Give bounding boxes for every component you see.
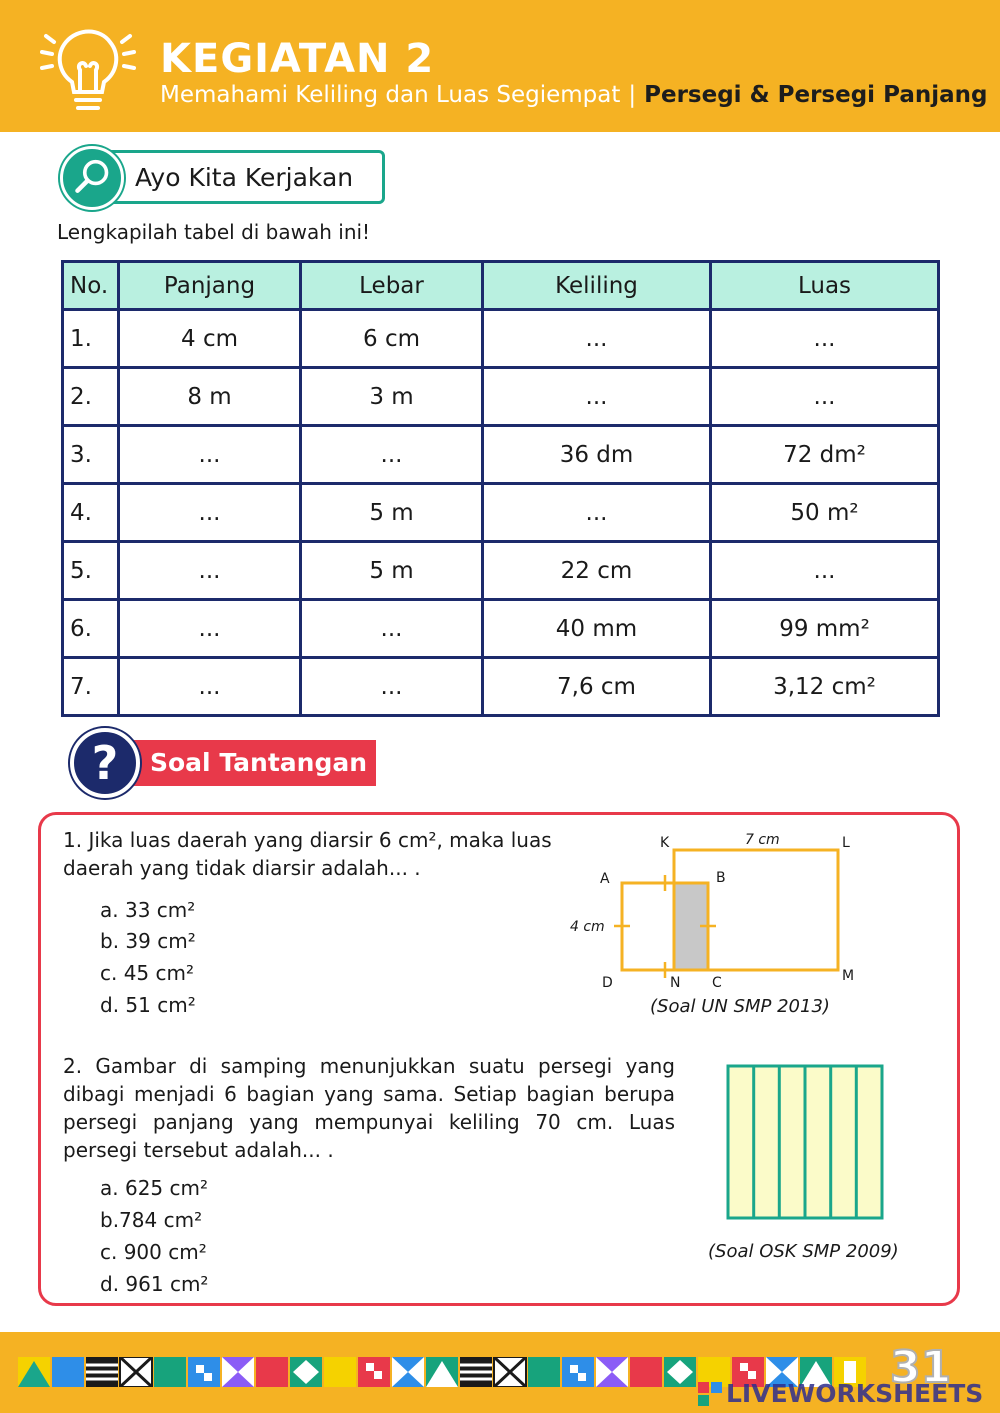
section-heading-label: Ayo Kita Kerjakan [135, 163, 354, 192]
cell-lebar[interactable]: 5 m [301, 484, 483, 542]
cell-keliling[interactable]: 36 dm [483, 426, 711, 484]
table-header-row [63, 262, 939, 310]
q1-option-c[interactable]: c. 45 cm² [100, 961, 195, 985]
cell-no: 7. [63, 658, 119, 716]
q2-option-d[interactable]: d. 961 cm² [100, 1272, 209, 1296]
cell-keliling[interactable]: 40 mm [483, 600, 711, 658]
cell-no: 3. [63, 426, 119, 484]
label-a: A [600, 871, 610, 887]
liveworksheets-logo-icon [698, 1382, 722, 1406]
cell-no: 4. [63, 484, 119, 542]
cell-no: 1. [63, 310, 119, 368]
cell-luas[interactable]: ... [711, 310, 939, 368]
cell-panjang[interactable]: ... [119, 484, 301, 542]
cell-keliling[interactable]: ... [483, 368, 711, 426]
label-l: L [842, 835, 850, 851]
challenge-label: Soal Tantangan [150, 748, 368, 777]
rectangles-figure [560, 828, 870, 998]
cell-lebar[interactable]: 6 cm [301, 310, 483, 368]
label-b: B [716, 870, 726, 886]
page-number: 31 [890, 1342, 952, 1393]
cell-keliling[interactable]: ... [483, 310, 711, 368]
data-table [61, 260, 940, 717]
question-mark-glyph: ? [91, 736, 119, 790]
header-no: No. [63, 262, 119, 310]
label-n: N [670, 975, 681, 991]
table-row [63, 600, 939, 658]
q2-option-b[interactable]: b.784 cm² [100, 1208, 203, 1232]
header-lebar: Lebar [301, 262, 483, 310]
cell-lebar[interactable]: ... [301, 426, 483, 484]
label-m: M [842, 968, 855, 984]
cell-panjang[interactable]: ... [119, 542, 301, 600]
cell-panjang[interactable]: ... [119, 600, 301, 658]
label-side-length: 4 cm [570, 919, 605, 935]
header-banner [0, 0, 1000, 132]
challenge-banner [120, 740, 376, 786]
subtitle-text: Memahami Keliling dan Luas Segiempat [160, 82, 621, 108]
magnifier-icon [60, 146, 124, 210]
subtitle-separator: | [628, 82, 637, 108]
cell-panjang[interactable]: 4 cm [119, 310, 301, 368]
cell-no: 6. [63, 600, 119, 658]
cell-luas[interactable]: ... [711, 542, 939, 600]
header-panjang: Panjang [119, 262, 301, 310]
q1-source: (Soal UN SMP 2013) [650, 996, 830, 1017]
table-row [63, 426, 939, 484]
table-row [63, 484, 939, 542]
q1-option-d[interactable]: d. 51 cm² [100, 993, 196, 1017]
label-top-length: 7 cm [745, 832, 780, 848]
table-row [63, 542, 939, 600]
cell-luas[interactable]: 72 dm² [711, 426, 939, 484]
header-keliling: Keliling [483, 262, 711, 310]
q2-option-a[interactable]: a. 625 cm² [100, 1176, 208, 1200]
question-2-text: 2. Gambar di samping menunjukkan suatu persegi yang dibagi menjadi 6 bagian yang sama. Setiap bagian berupa persegi panjang yang mempunyai keliling 70 cm. Luas persegi tersebut adalah... . [63, 1054, 675, 1162]
question-mark-icon [70, 728, 140, 798]
cell-luas[interactable]: 3,12 cm² [711, 658, 939, 716]
cell-luas[interactable]: 99 mm² [711, 600, 939, 658]
table-row [63, 310, 939, 368]
cell-keliling[interactable]: 7,6 cm [483, 658, 711, 716]
q2-source: (Soal OSK SMP 2009) [708, 1241, 899, 1262]
watermark-text: LIVEWORKSHEETS [726, 1379, 984, 1408]
activity-title: KEGIATAN 2 [160, 36, 435, 82]
q2-option-c[interactable]: c. 900 cm² [100, 1240, 207, 1264]
instruction-text: Lengkapilah tabel di bawah ini! [57, 220, 371, 244]
cell-lebar[interactable]: ... [301, 658, 483, 716]
topic-text: Persegi & Persegi Panjang [644, 82, 988, 108]
q1-option-a[interactable]: a. 33 cm² [100, 898, 196, 922]
cell-no: 5. [63, 542, 119, 600]
cell-lebar[interactable]: 3 m [301, 368, 483, 426]
divided-square-figure [726, 1064, 884, 1220]
cell-keliling[interactable]: 22 cm [483, 542, 711, 600]
table-row [63, 368, 939, 426]
cell-panjang[interactable]: ... [119, 426, 301, 484]
q1-option-b[interactable]: b. 39 cm² [100, 929, 196, 953]
cell-keliling[interactable]: ... [483, 484, 711, 542]
cell-lebar[interactable]: ... [301, 600, 483, 658]
lightbulb-icon [38, 14, 138, 118]
label-d: D [602, 975, 613, 991]
cell-luas[interactable]: 50 m² [711, 484, 939, 542]
label-k: K [660, 835, 670, 851]
activity-subtitle [160, 82, 987, 108]
cell-panjang[interactable]: 8 m [119, 368, 301, 426]
cell-panjang[interactable]: ... [119, 658, 301, 716]
section-heading-box [100, 150, 385, 204]
cell-no: 2. [63, 368, 119, 426]
cell-luas[interactable]: ... [711, 368, 939, 426]
table-row [63, 658, 939, 716]
header-luas: Luas [711, 262, 939, 310]
label-c: C [712, 975, 722, 991]
cell-lebar[interactable]: 5 m [301, 542, 483, 600]
question-1-text: 1. Jika luas daerah yang diarsir 6 cm², maka luas daerah yang tidak diarsir adalah... . [63, 828, 552, 880]
